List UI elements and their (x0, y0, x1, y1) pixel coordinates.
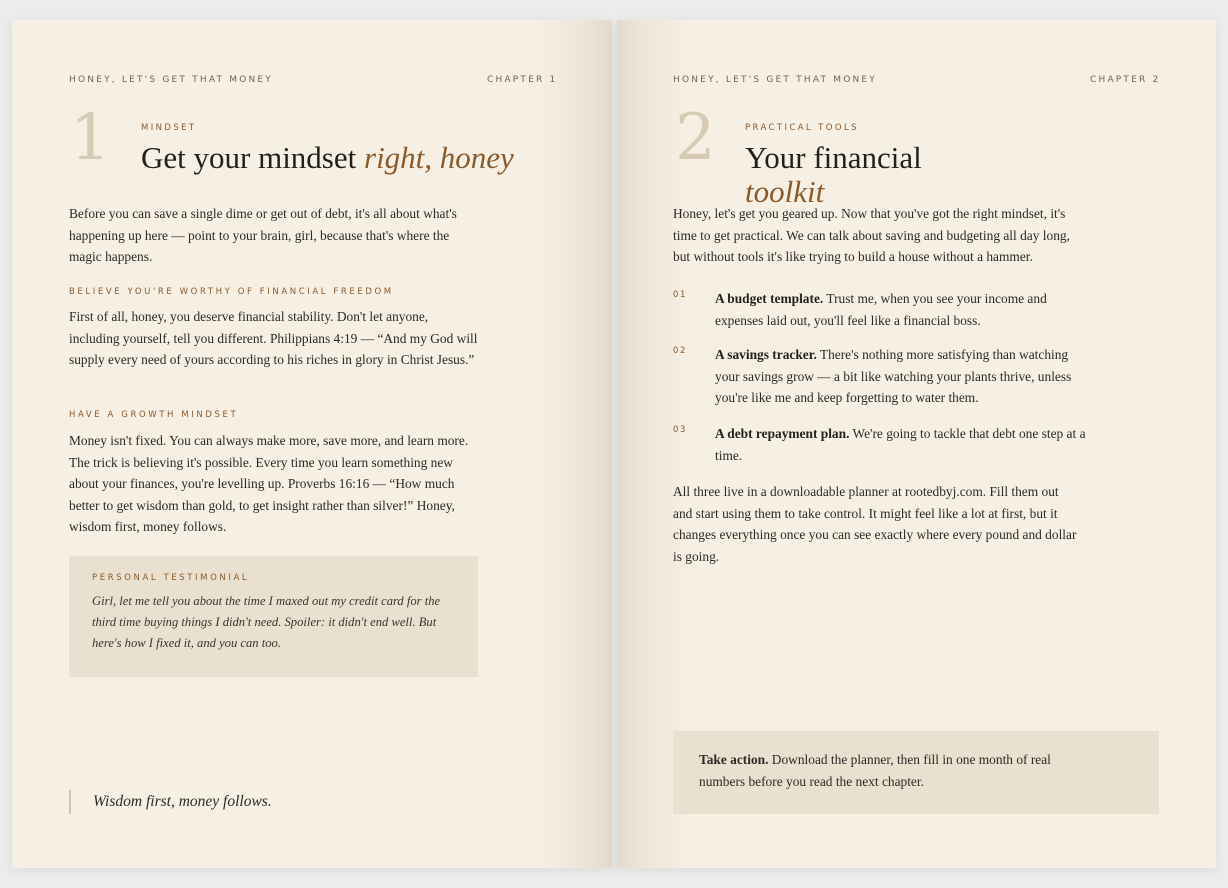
right-page (617, 20, 1216, 868)
chapter-label: CHAPTER 2 (1090, 75, 1161, 85)
action-box (673, 731, 1159, 814)
testimonial-text: Girl, let me tell you about the time I maxed out my credit card for the third time buying things I didn't need. Spoiler: it didn't end well. But here's how I fixed it, and you can too. (92, 594, 441, 650)
list-number: 03 (673, 425, 688, 435)
chapter-eyebrow: MINDSET (141, 123, 197, 133)
list-text (715, 288, 1087, 331)
list-item-name: A budget template. (715, 291, 824, 306)
action-text (699, 749, 1099, 792)
list-item-name: A debt repayment plan. (715, 426, 850, 441)
running-title: HONEY, LET'S GET THAT MONEY (673, 75, 878, 85)
testimonial-box (69, 556, 478, 677)
title-main: Your financial (745, 140, 922, 175)
section-paragraph-growth: Money isn't fixed. You can always make more, save more, and learn more. The trick is believing it's possible. Every time you learn something new about your finances, you're levelling up. Proverbs 16:16 — “How much better to get wisdom than gold, to get insight rather than silver!” Honey, wisdom first, money follows. (69, 433, 469, 534)
list-item (673, 423, 1093, 467)
closing-paragraph: All three live in a downloadable planner at rootedbyj.com. Fill them out and start using them to take control. It might feel like a lot at first, but it changes everything once you can see exactly where every pound and dollar is going. (673, 484, 1077, 564)
list-text (715, 344, 1087, 409)
title-accent: right, honey (364, 140, 514, 175)
list-number: 01 (673, 290, 688, 300)
left-page (12, 20, 612, 868)
action-label: Take action. (699, 752, 769, 767)
list-item-description: There's nothing more satisfying than watching your savings grow — a bit like watching your plants thrive, unless you're like me and keep forgetting to water them. (715, 347, 1072, 405)
title-main: Get your mindset (141, 140, 364, 175)
list-item-name: A savings tracker. (715, 347, 817, 362)
action-description: Download the planner, then fill in one month of real numbers before you read the next chapter. (699, 752, 1051, 789)
list-item (673, 344, 1093, 410)
chapter-label: CHAPTER 1 (487, 75, 558, 85)
chapter-title (745, 141, 1045, 209)
list-item (673, 288, 1093, 332)
chapter-title (141, 141, 514, 175)
running-title: HONEY, LET'S GET THAT MONEY (69, 75, 274, 85)
list-item-description: Trust me, when you see your income and expenses laid out, you'll feel like a financial boss. (715, 291, 1047, 328)
section-heading-worthy: BELIEVE YOU'RE WORTHY OF FINANCIAL FREEDOM (69, 287, 394, 297)
list-text (715, 423, 1087, 466)
list-number: 02 (673, 346, 688, 356)
chapter-number: 1 (70, 101, 111, 175)
chapter-number: 2 (675, 101, 716, 175)
section-heading-growth: HAVE A GROWTH MINDSET (69, 410, 239, 420)
pull-quote: Wisdom first, money follows. (69, 790, 272, 814)
section-paragraph-worthy: First of all, honey, you deserve financial stability. Don't let anyone, including yourself, tell you different. Philippians 4:19 — “And my God will supply every need of yours according to his riches in glory in Christ Jesus.” (69, 309, 478, 367)
chapter-eyebrow: PRACTICAL TOOLS (745, 123, 859, 133)
title-accent: toolkit (745, 174, 825, 209)
list-item-description: We're going to tackle that debt one step at a time. (715, 426, 1086, 463)
intro-paragraph: Before you can save a single dime or get out of debt, it's all about what's happening up here — point to your brain, girl, because that's where the magic happens. (69, 206, 457, 264)
intro-paragraph: Honey, let's get you geared up. Now that you've got the right mindset, it's time to get practical. We can talk about saving and budgeting all day long, but without tools it's like trying to build a house without a hammer. (673, 206, 1070, 264)
testimonial-heading: PERSONAL TESTIMONIAL (92, 573, 250, 583)
